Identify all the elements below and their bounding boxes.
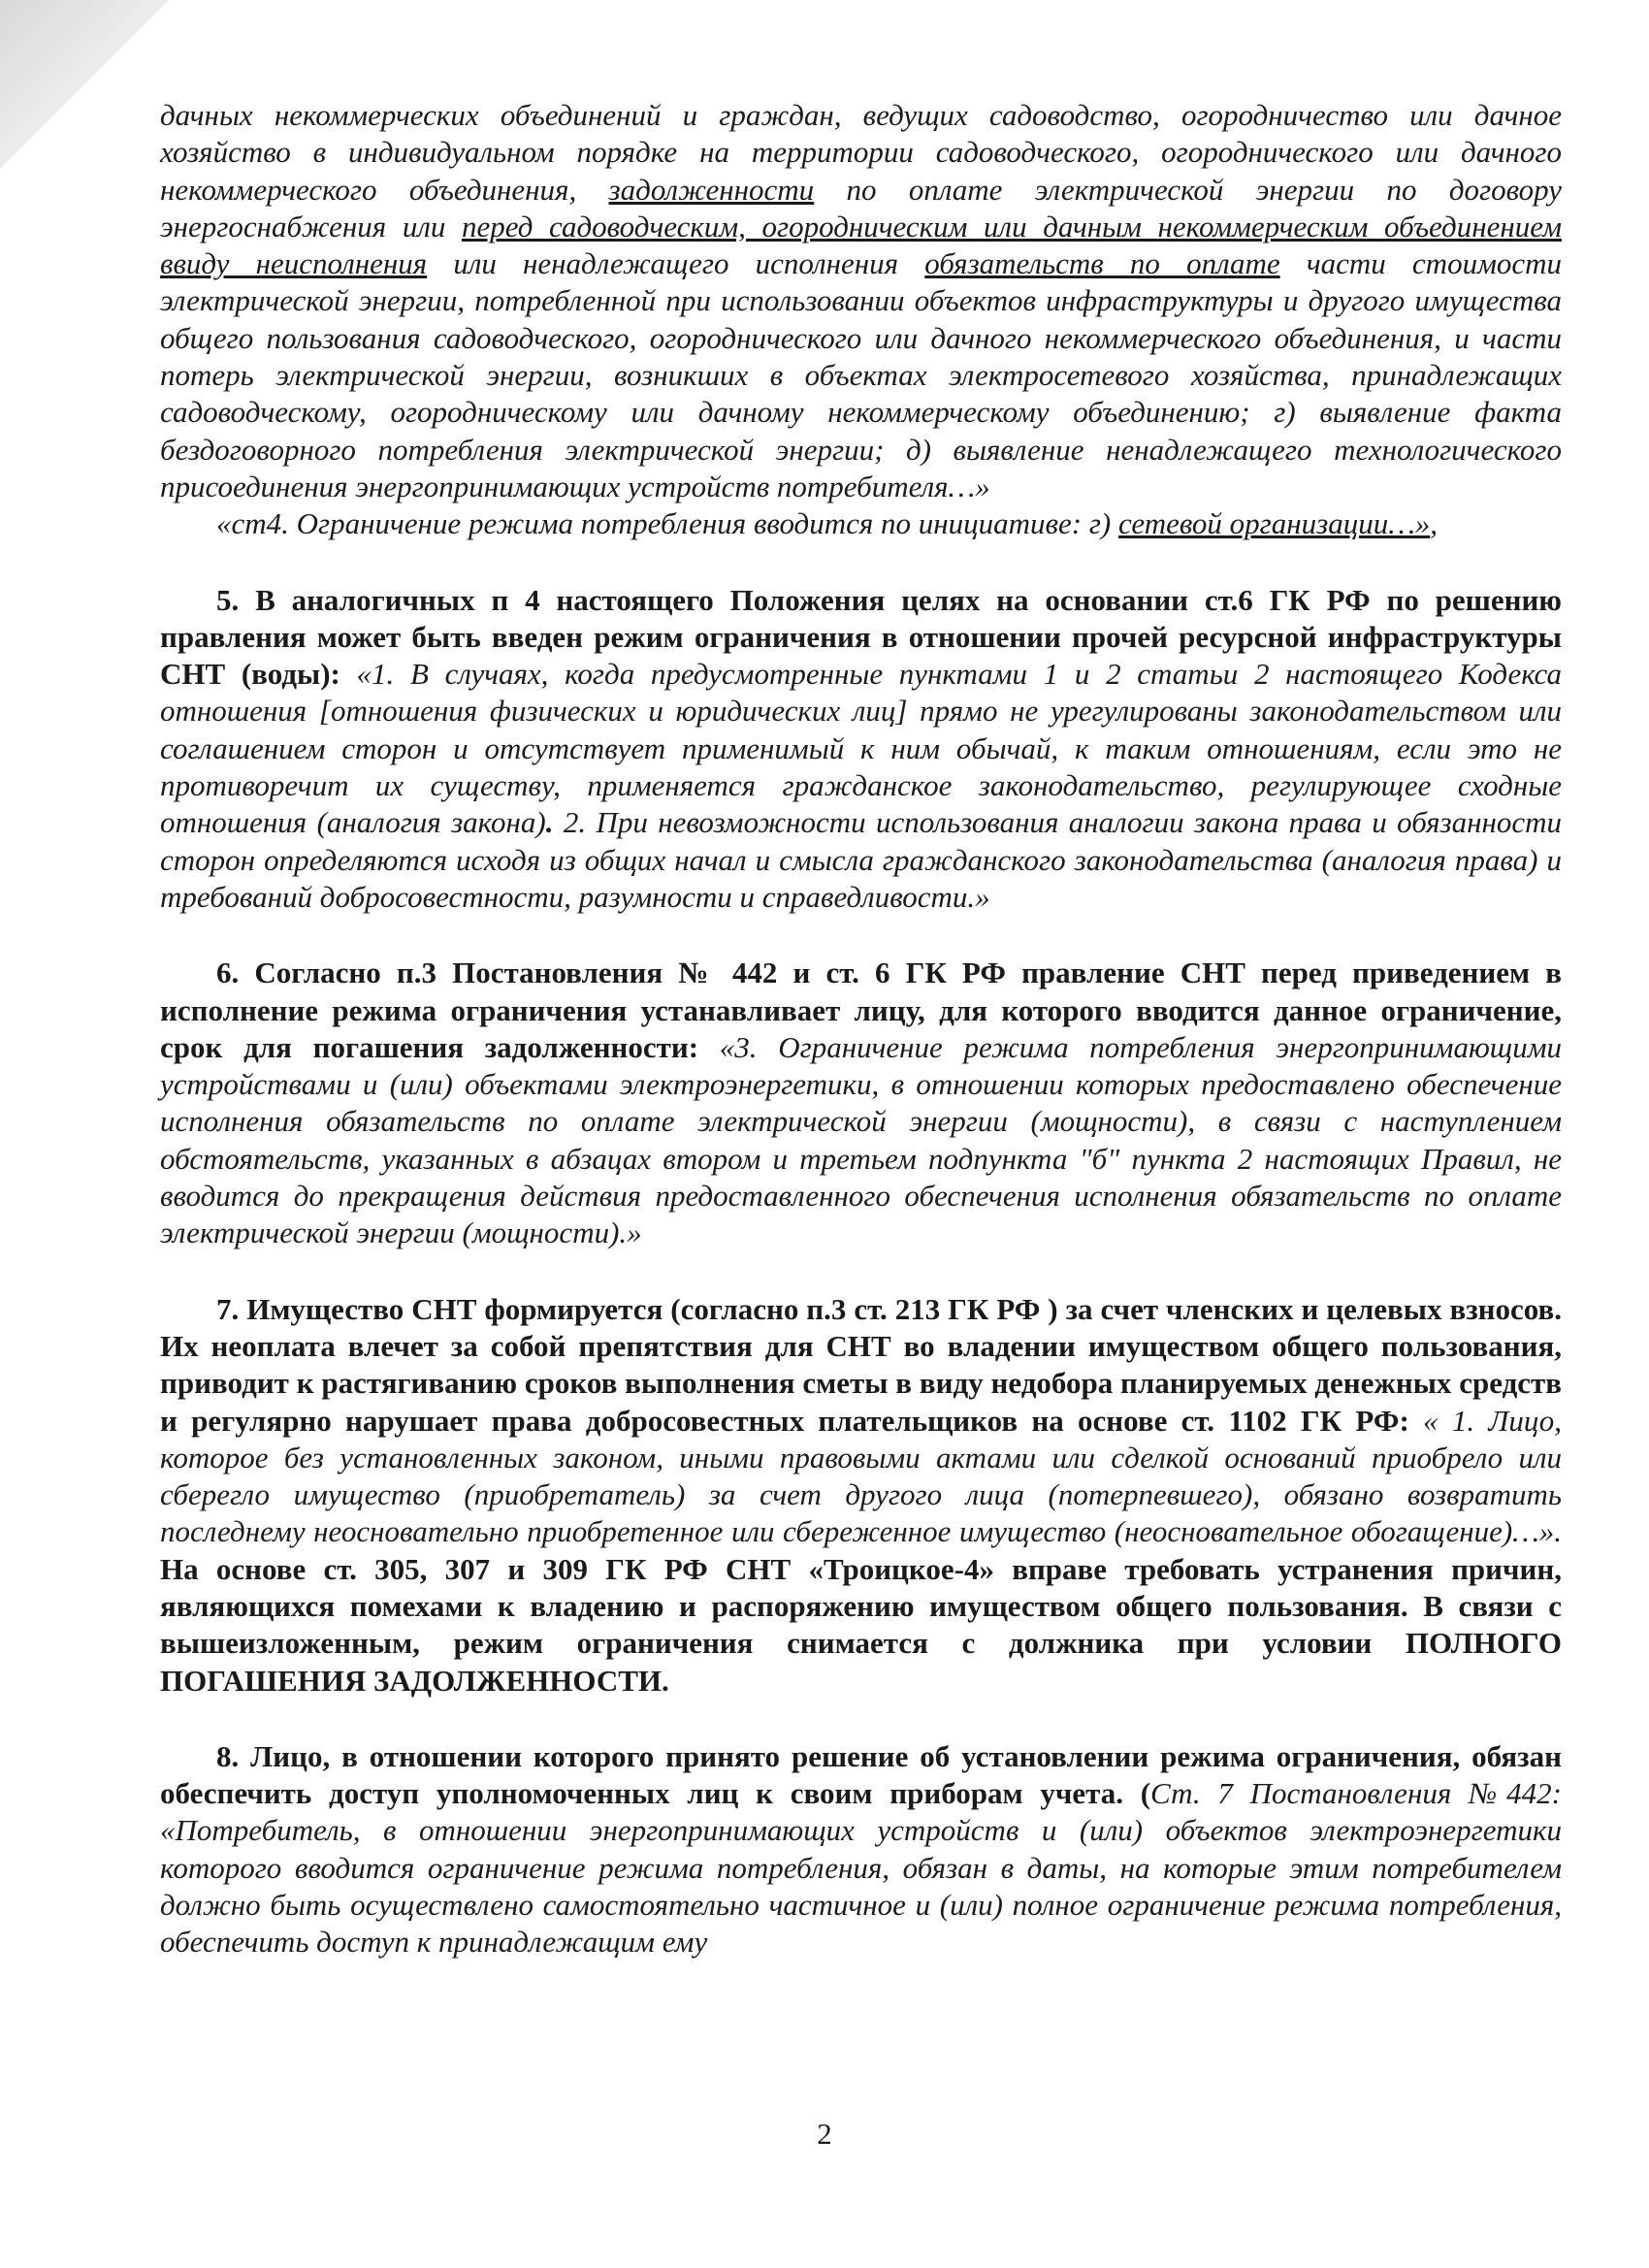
intro-text-1: дачных некоммерческих объединений и граждан, ведущих садоводство, огородничество или дачное хозяйство в индивидуальном порядке на территории садоводческого, огороднического или дачного некоммерческого объединения, xyxy=(160,98,1562,207)
intro-underline-1: задолженности xyxy=(608,172,815,207)
intro-paragraph xyxy=(160,97,1562,505)
document-page xyxy=(160,97,1562,1961)
intro-text-4: части стоимости электрической энергии, потребленной при использовании объектов инфраструктуры и другого имущества общего пользования садоводческого, огороднического или дачного некоммерческого объединения, и части потерь электрической энергии, возникших в объектах электросетевого хозяйства, принадлежащих садоводческому, огородническому или дачному некоммерческому объединению; г) выявление факта бездоговорного потребления электрической энергии; д) выявление ненадлежащего технологического присоединения энергопринимающих устройств потребителя…» xyxy=(160,246,1563,503)
intro-text-2: по оплате электрической энергии по договору энергоснабжения или xyxy=(160,172,1562,243)
intro-quote-line xyxy=(160,505,1562,542)
intro-underline-2: перед садоводческим, огородническим или дачным некоммерческим объединением ввиду неисполнения xyxy=(160,209,1562,281)
intro-text-3: или ненадлежащего исполнения xyxy=(427,246,925,281)
spacer xyxy=(160,543,1562,582)
spacer xyxy=(160,1252,1562,1291)
spacer xyxy=(160,916,1562,955)
p6-italic-text: «3. Ограничение режима потребления энергопринимающими устройствами и (или) объектами электроэнергетики, в отношении которых предоставлено обеспечение исполнения обязательств по оплате электрической энергии (мощности), в связи с наступлением обстоятельств, указанных в абзацах втором и третьем подпункта "б" пункта 2 настоящих Правил, не вводится до прекращения действия предоставленного обеспечения исполнения обязательств по оплате электрической энергии (мощности).» xyxy=(160,1029,1562,1250)
p5-italic-text-2: 2. При невозможности использования аналогии закона права и обязанности сторон определяются исходя из общих начал и смысла гражданского законодательства (аналогия права) и требований добросовестности, разумности и справедливости.» xyxy=(160,805,1562,914)
p7-italic-text: « 1. Лицо, которое без установленных законом, иными правовыми актами или сделкой оснований приобрело или сберегло имущество (приобретатель) за счет другого лица (потерпевшего), обязано возвратить последнему неосновательно приобретенное или сбереженное имущество (неосновательное обогащение)…». xyxy=(160,1403,1562,1549)
p5-bold-text: 5. В аналогичных п 4 настоящего Положения целях на основании ст.6 ГК РФ по решению правления может быть введен режим ограничения в отношении прочей ресурсной инфраструктуры СНТ (воды): xyxy=(160,582,1562,692)
quote-underline: сетевой организации…» xyxy=(1118,506,1431,541)
spacer xyxy=(160,1700,1562,1738)
intro-underline-3: обязательств по оплате xyxy=(924,246,1280,281)
p8-bold-text: 8. Лицо, в отношении которого принято решение об установлении режима ограничения, обязан обеспечить доступ уполномоченных лиц к своим приборам учета. ( xyxy=(160,1738,1562,1811)
paragraph-7 xyxy=(160,1291,1562,1700)
paragraph-5 xyxy=(160,582,1562,917)
quote-end: , xyxy=(1430,506,1439,541)
p7-bold-text-1: 7. Имущество СНТ формируется (согласно п.3 ст. 213 ГК РФ ) за счет членских и целевых взносов. Их неоплата влечет за собой препятствия для СНТ во владении имуществом общего пользования, приводит к растягиванию сроков выполнения сметы в виду недобора планируемых денежных средств и регулярно нарушает права добросовестных плательщиков на основе ст. 1102 ГК РФ: xyxy=(160,1291,1562,1438)
p8-italic-text: Ст. 7 Постановления №442: «Потребитель, в отношении энергопринимающих устройств и (или) объектов электроэнергетики которого вводится ограничение режима потребления, обязан в даты, на которые этим потребителем должно быть осуществлено самостоятельно частичное и (или) полное ограничение режима потребления, обеспечить доступ к принадлежащим ему xyxy=(160,1776,1562,1960)
paragraph-8 xyxy=(160,1738,1562,1961)
p5-italic-text-1: «1. В случаях, когда предусмотренные пунктами 1 и 2 статьи 2 настоящего Кодекса отношения [отношения физических и юридических лиц] прямо не урегулированы законодательством или соглашением сторон и отсутствует применимый к ним обычай, к таким отношениям, если это не противоречит их существу, применяется гражданское законодательство, регулирующее сходные отношения (аналогия закона) xyxy=(160,657,1562,840)
p5-bold-dot: . xyxy=(545,805,554,840)
page-number: 2 xyxy=(817,2117,832,2151)
quote-text: «ст4. Ограничение режима потребления вводится по инициативе: г) xyxy=(216,506,1118,541)
paragraph-6 xyxy=(160,955,1562,1251)
p6-bold-text: 6. Согласно п.3 Постановления № 442 и ст. 6 ГК РФ правление СНТ перед приведением в исполнение режима ограничения устанавливает лицу, для которого вводится данное ограничение, срок для погашения задолженности: xyxy=(160,956,1562,1064)
p7-bold-text-2: На основе ст. 305, 307 и 309 ГК РФ СНТ «Троицкое-4» вправе требовать устранения причин, являющихся помехами к владению и распоряжению имуществом общего пользования. В связи с вышеизложенным, режим ограничения снимается с должника при условии ПОЛНОГО ПОГАШЕНИЯ ЗАДОЛЖЕННОСТИ. xyxy=(160,1551,1562,1698)
